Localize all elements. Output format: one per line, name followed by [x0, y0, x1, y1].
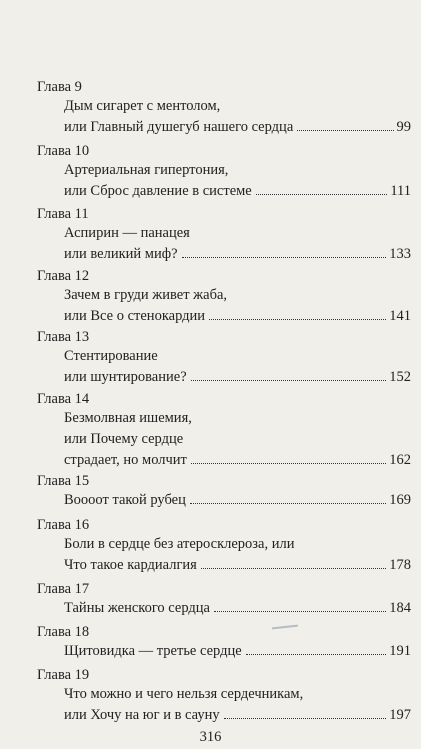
chapter-label: Глава 15: [37, 473, 90, 489]
page-number: 162: [389, 452, 411, 468]
chapter-title-last-line: [64, 367, 411, 388]
toc-entry-chapter-11: [37, 205, 411, 265]
chapter-label: Глава 10: [37, 143, 90, 159]
dot-leader: [246, 654, 387, 655]
chapter-title-line: Что можно и чего нельзя сердечникам,: [64, 686, 304, 702]
chapter-title-line: Боли в сердце без атеросклероза, или: [64, 536, 295, 552]
toc-entry-chapter-19: [37, 666, 411, 726]
chapter-title-line: Аспирин — панацея: [64, 225, 190, 241]
chapter-title-last-line: [64, 641, 411, 662]
chapter-title-text: Воооот такой рубец: [64, 492, 186, 508]
chapter-label: Глава 9: [37, 79, 82, 95]
toc-entry-chapter-14: [37, 390, 411, 471]
dot-leader: [191, 463, 386, 464]
chapter-title-line: или Почему сердце: [64, 431, 184, 447]
page-number: 178: [389, 557, 411, 573]
dot-leader: [190, 503, 386, 504]
folio-page-number: 316: [199, 729, 222, 745]
toc-entry-chapter-9: [37, 78, 411, 138]
chapter-label: Глава 18: [37, 624, 90, 640]
chapter-title-text: или Хочу на юг и в сауну: [64, 707, 220, 723]
chapter-title-line: Стентирование: [64, 348, 158, 364]
chapter-title-line: Зачем в груди живет жаба,: [64, 287, 228, 303]
chapter-title-last-line: [64, 598, 411, 619]
chapter-title-text: страдает, но молчит: [64, 452, 187, 468]
chapter-title-line: Безмолвная ишемия,: [64, 410, 192, 426]
chapter-title-text: или Все о стенокардии: [64, 308, 206, 324]
chapter-title-last-line: [64, 705, 411, 726]
chapter-label: Глава 19: [37, 667, 90, 683]
chapter-title-text: или Главный душегуб нашего сердца: [64, 119, 294, 135]
page-number: 197: [389, 707, 411, 723]
page-number: 99: [396, 119, 411, 135]
chapter-label: Глава 17: [37, 581, 90, 597]
chapter-title-text: Тайны женского сердца: [64, 600, 210, 616]
chapter-title-line: Артериальная гипертония,: [64, 162, 229, 178]
toc-entry-chapter-13: [37, 328, 411, 388]
page-number: 152: [389, 369, 411, 385]
toc-entry-chapter-10: [37, 142, 411, 202]
page-number: 141: [389, 308, 411, 324]
toc-entry-chapter-17: [37, 580, 411, 619]
dot-leader: [224, 718, 387, 719]
chapter-title-last-line: [64, 490, 411, 511]
page-number: 184: [389, 600, 411, 616]
dot-leader: [182, 257, 387, 258]
page-number: 191: [389, 643, 411, 659]
dot-leader: [214, 611, 386, 612]
chapter-title-last-line: [64, 555, 411, 576]
toc-entry-chapter-16: [37, 516, 411, 576]
dot-leader: [297, 130, 393, 131]
chapter-label: Глава 11: [37, 206, 89, 222]
chapter-title-text: или Сброс давление в системе: [64, 183, 252, 199]
toc-entry-chapter-15: [37, 472, 411, 511]
chapter-title-last-line: [64, 181, 411, 202]
chapter-title-last-line: [64, 117, 411, 138]
chapter-title-text: Что такое кардиалгия: [64, 557, 197, 573]
chapter-title-text: или великий миф?: [64, 246, 178, 262]
dot-leader: [191, 380, 387, 381]
toc-entry-chapter-18: [37, 623, 411, 662]
chapter-label: Глава 16: [37, 517, 90, 533]
chapter-title-text: Щитовидка — третье сердце: [64, 643, 242, 659]
page-number: 111: [390, 183, 411, 199]
page-number: 133: [389, 246, 411, 262]
chapter-label: Глава 14: [37, 391, 90, 407]
dot-leader: [209, 319, 386, 320]
chapter-label: Глава 13: [37, 329, 90, 345]
dot-leader: [256, 194, 388, 195]
chapter-title-text: или шунтирование?: [64, 369, 187, 385]
toc-entry-chapter-12: [37, 267, 411, 327]
chapter-title-last-line: [64, 244, 411, 265]
chapter-label: Глава 12: [37, 268, 90, 284]
chapter-title-line: Дым сигарет с ментолом,: [64, 98, 221, 114]
page-number: 169: [389, 492, 411, 508]
chapter-title-last-line: [64, 306, 411, 327]
dot-leader: [201, 568, 386, 569]
chapter-title-last-line: [64, 450, 411, 471]
